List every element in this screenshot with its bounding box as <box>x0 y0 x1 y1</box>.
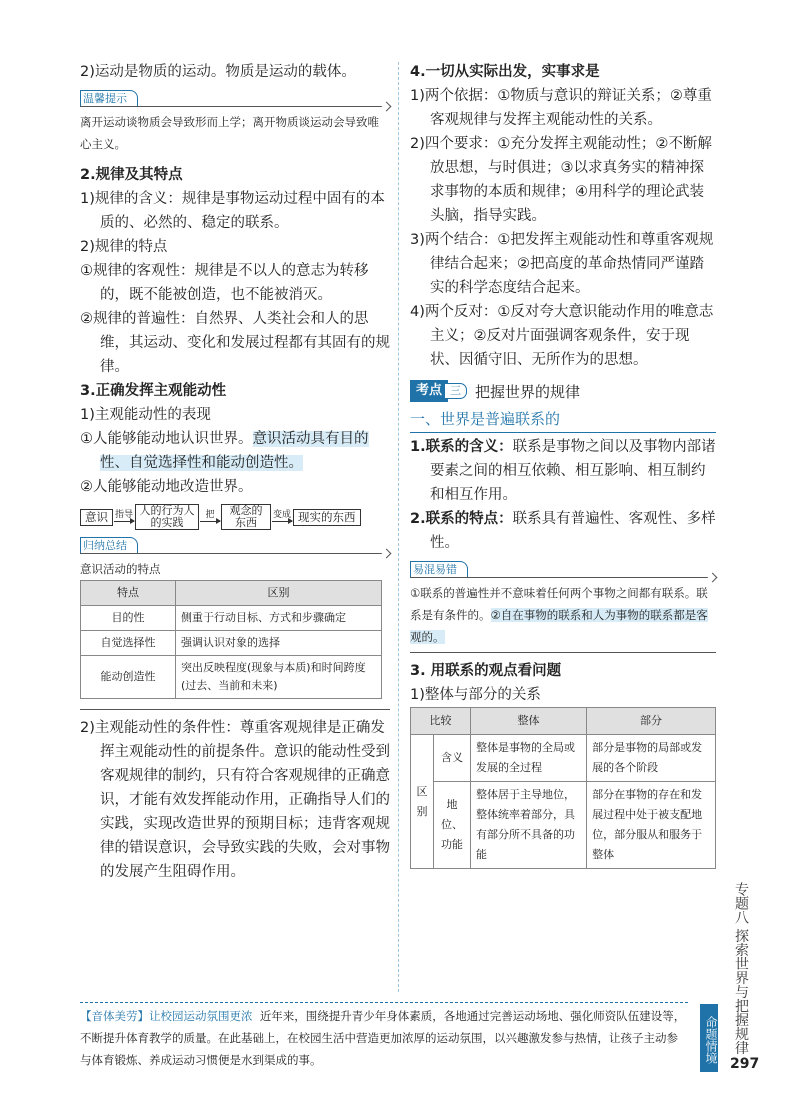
paragraph: ②规律的普遍性：自然界、人类社会和人的思维，其运动、变化和发展过程都有其固有的规律。 <box>80 311 390 375</box>
table-cell: 部分在事物的存在和发展过程中处于被支配地位，部分服从和服务于整体 <box>587 782 716 869</box>
paragraph: 4)两个反对：①反对夸大意识能动作用的唯意志主义；②反对片面强调客观条件，安于现状、因循守旧、无所作为的思想。 <box>410 304 714 368</box>
topic-label: 考点 <box>410 380 448 402</box>
arrow-label: 变成 <box>272 510 291 520</box>
bold-term: 1.联系的含义： <box>410 439 513 455</box>
bold-term: 2.联系的特点： <box>410 511 513 527</box>
table-header-row <box>411 708 716 735</box>
paragraph: 2)规律的特点 <box>80 239 168 255</box>
paragraph: ②人能够能动地改造世界。 <box>80 479 253 495</box>
section-title: 一、世界是普遍联系的 <box>410 406 716 433</box>
text-span: 联系是事物之间以及事物内部诸要素之间的相互依赖、相互影响、相互制约和相互作用。 <box>430 439 716 503</box>
table-header-row <box>81 581 382 606</box>
topic-title: 把握世界的规律 <box>475 382 581 401</box>
text-span: 联系具有普遍性、客观性、多样性。 <box>430 511 716 551</box>
table-cell: 侧重于行动目标、方式和步骤确定 <box>176 606 382 631</box>
flow-arrow <box>113 511 135 523</box>
tip-box-header <box>80 90 390 107</box>
flow-box-idea: 观念的东西 <box>221 504 271 530</box>
arrow-label: 指导 <box>114 510 133 520</box>
flow-arrow <box>271 511 293 523</box>
text-span: ①联系的普遍性并不意味着任何两个事物之间都有联系。联系是有条件的。 <box>410 586 708 622</box>
table-row <box>81 656 382 699</box>
flow-box-reality: 现实的东西 <box>293 509 361 526</box>
whole-part-table <box>410 707 716 869</box>
table-cell: 自觉选择性 <box>81 631 176 656</box>
left-column <box>80 60 390 884</box>
table-header-cell: 部分 <box>587 708 716 735</box>
table-cell: 强调认识对象的选择 <box>176 631 382 656</box>
column-divider <box>398 62 399 992</box>
tip-box-header <box>410 561 716 578</box>
paragraph: 2)运动是物质的运动。物质是运动的载体。 <box>80 64 356 80</box>
context-footer <box>80 1002 688 1071</box>
paragraph <box>410 435 716 507</box>
paragraph: 1)规律的含义：规律是事物运动过程中固有的本质的、必然的、稳定的联系。 <box>80 191 385 231</box>
page-number: 297 <box>730 1056 760 1072</box>
tip-box-footer <box>410 648 716 653</box>
table-cell: 目的性 <box>81 606 176 631</box>
topic-number: 三 <box>444 383 467 399</box>
table-header-cell: 整体 <box>471 708 587 735</box>
tip-arrow-icon <box>382 549 392 559</box>
arrow-label: 把 <box>205 510 215 520</box>
table-header-cell: 区别 <box>176 581 382 606</box>
consciousness-features-table <box>80 580 382 699</box>
table-row <box>81 631 382 656</box>
table-row <box>411 782 716 869</box>
table-header-cell: 比较 <box>411 708 471 735</box>
chapter-side-label: 专题八 探索世界与把握规律 <box>733 882 749 1055</box>
heading: 2.规律及其特点 <box>80 167 183 183</box>
paragraph: 1)整体与部分的关系 <box>410 687 541 703</box>
tip-text: 离开运动谈物质会导致形而上学；离开物质谈运动会导致唯心主义。 <box>80 115 379 151</box>
table-cell: 含义 <box>434 735 471 782</box>
tip-title: 意识活动的特点 <box>80 562 161 576</box>
highlighted-text: ②自在事物的联系和人为事物的联系都是客观的。 <box>410 608 708 644</box>
heading: 4.一切从实际出发，实事求是 <box>410 64 600 80</box>
context-vertical-tag: 命题情境 <box>700 1004 718 1072</box>
arrow-icon <box>114 521 134 522</box>
paragraph: 1)两个依据：①物质与意识的辩证关系；②尊重客观规律与发挥主观能动性的关系。 <box>410 88 712 128</box>
table-row <box>411 735 716 782</box>
paragraph <box>80 427 390 475</box>
table-row <box>81 606 382 631</box>
table-cell: 突出反映程度(现象与本质)和时间跨度(过去、当前和未来) <box>176 656 382 699</box>
heading: 3.正确发挥主观能动性 <box>80 383 227 399</box>
highlighted-text: 意识活动具有目的性、自觉选择性和能动创造性。 <box>100 431 369 471</box>
flow-arrow <box>199 511 221 523</box>
paragraph: 3)两个结合：①把发挥主观能动性和尊重客观规律结合起来；②把高度的革命热情同严谨踏实的科学态度结合起来。 <box>410 232 714 296</box>
flow-box-practice: 人的行为人的实践 <box>135 504 199 530</box>
arrow-icon <box>200 521 220 522</box>
right-column <box>410 60 716 869</box>
table-cell: 整体居于主导地位，整体统率着部分，具有部分所不具备的功能 <box>471 782 587 869</box>
paragraph: 2)四个要求：①充分发挥主观能动性；②不断解放思想，与时俱进；③以求真务实的精神探求事物的本质和规律；④用科学的理论武装头脑，指导实践。 <box>410 136 712 224</box>
table-cell: 整体是事物的全局或发展的全过程 <box>471 735 587 782</box>
topic-header <box>410 380 716 402</box>
paragraph: 1)主观能动性的表现 <box>80 407 211 423</box>
table-header-cell: 特点 <box>81 581 176 606</box>
flow-diagram <box>80 503 390 531</box>
tip-arrow-icon <box>708 573 718 583</box>
flow-box-consciousness: 意识 <box>80 509 113 526</box>
context-text: 近年来，围绕提升青少年身体素质，各地通过完善运动场地、强化师资队伍建设等，不断提升体育教学的质量。在此基础上，在校园生活中营造更加浓厚的运动氛围，以兴趣激发参与热情，让孩子主动参与体育锻炼、养成运动习惯便是水到渠成的事。 <box>80 1009 686 1067</box>
table-cell: 部分是事物的局部或发展的各个阶段 <box>587 735 716 782</box>
table-group-cell: 区别 <box>411 735 434 869</box>
tip-text <box>410 582 716 648</box>
arrow-icon <box>272 521 292 522</box>
table-cell: 地位、功能 <box>434 782 471 869</box>
paragraph: ①规律的客观性：规律是不以人的意志为转移的，既不能被创造，也不能被消灭。 <box>80 263 369 303</box>
paragraph: 2)主观能动性的条件性：尊重客观规律是正确发挥主观能动性的前提条件。意识的能动性受到客观规律的制约，只有符合客观规律的正确意识，才能有效发挥能动作用，正确指导人们的实践，实现改造世界的预期目标；违背客观规律的错误意识，会导致实践的失败，会对事物的发展产生阻碍作用。 <box>80 720 390 880</box>
tip-label: 归纳总结 <box>80 537 138 553</box>
context-tag: 【音体美劳】让校园运动氛围更浓 <box>80 1009 253 1023</box>
tip-box-footer <box>80 705 390 710</box>
heading: 3. 用联系的观点看问题 <box>410 663 562 679</box>
text-span: ①人能够能动地认识世界。 <box>80 431 253 447</box>
tip-arrow-icon <box>382 102 392 112</box>
tip-label: 易混易错 <box>410 561 468 577</box>
tip-label: 温馨提示 <box>80 90 138 106</box>
tip-box-header <box>80 537 390 554</box>
table-cell: 能动创造性 <box>81 656 176 699</box>
paragraph <box>410 507 716 555</box>
